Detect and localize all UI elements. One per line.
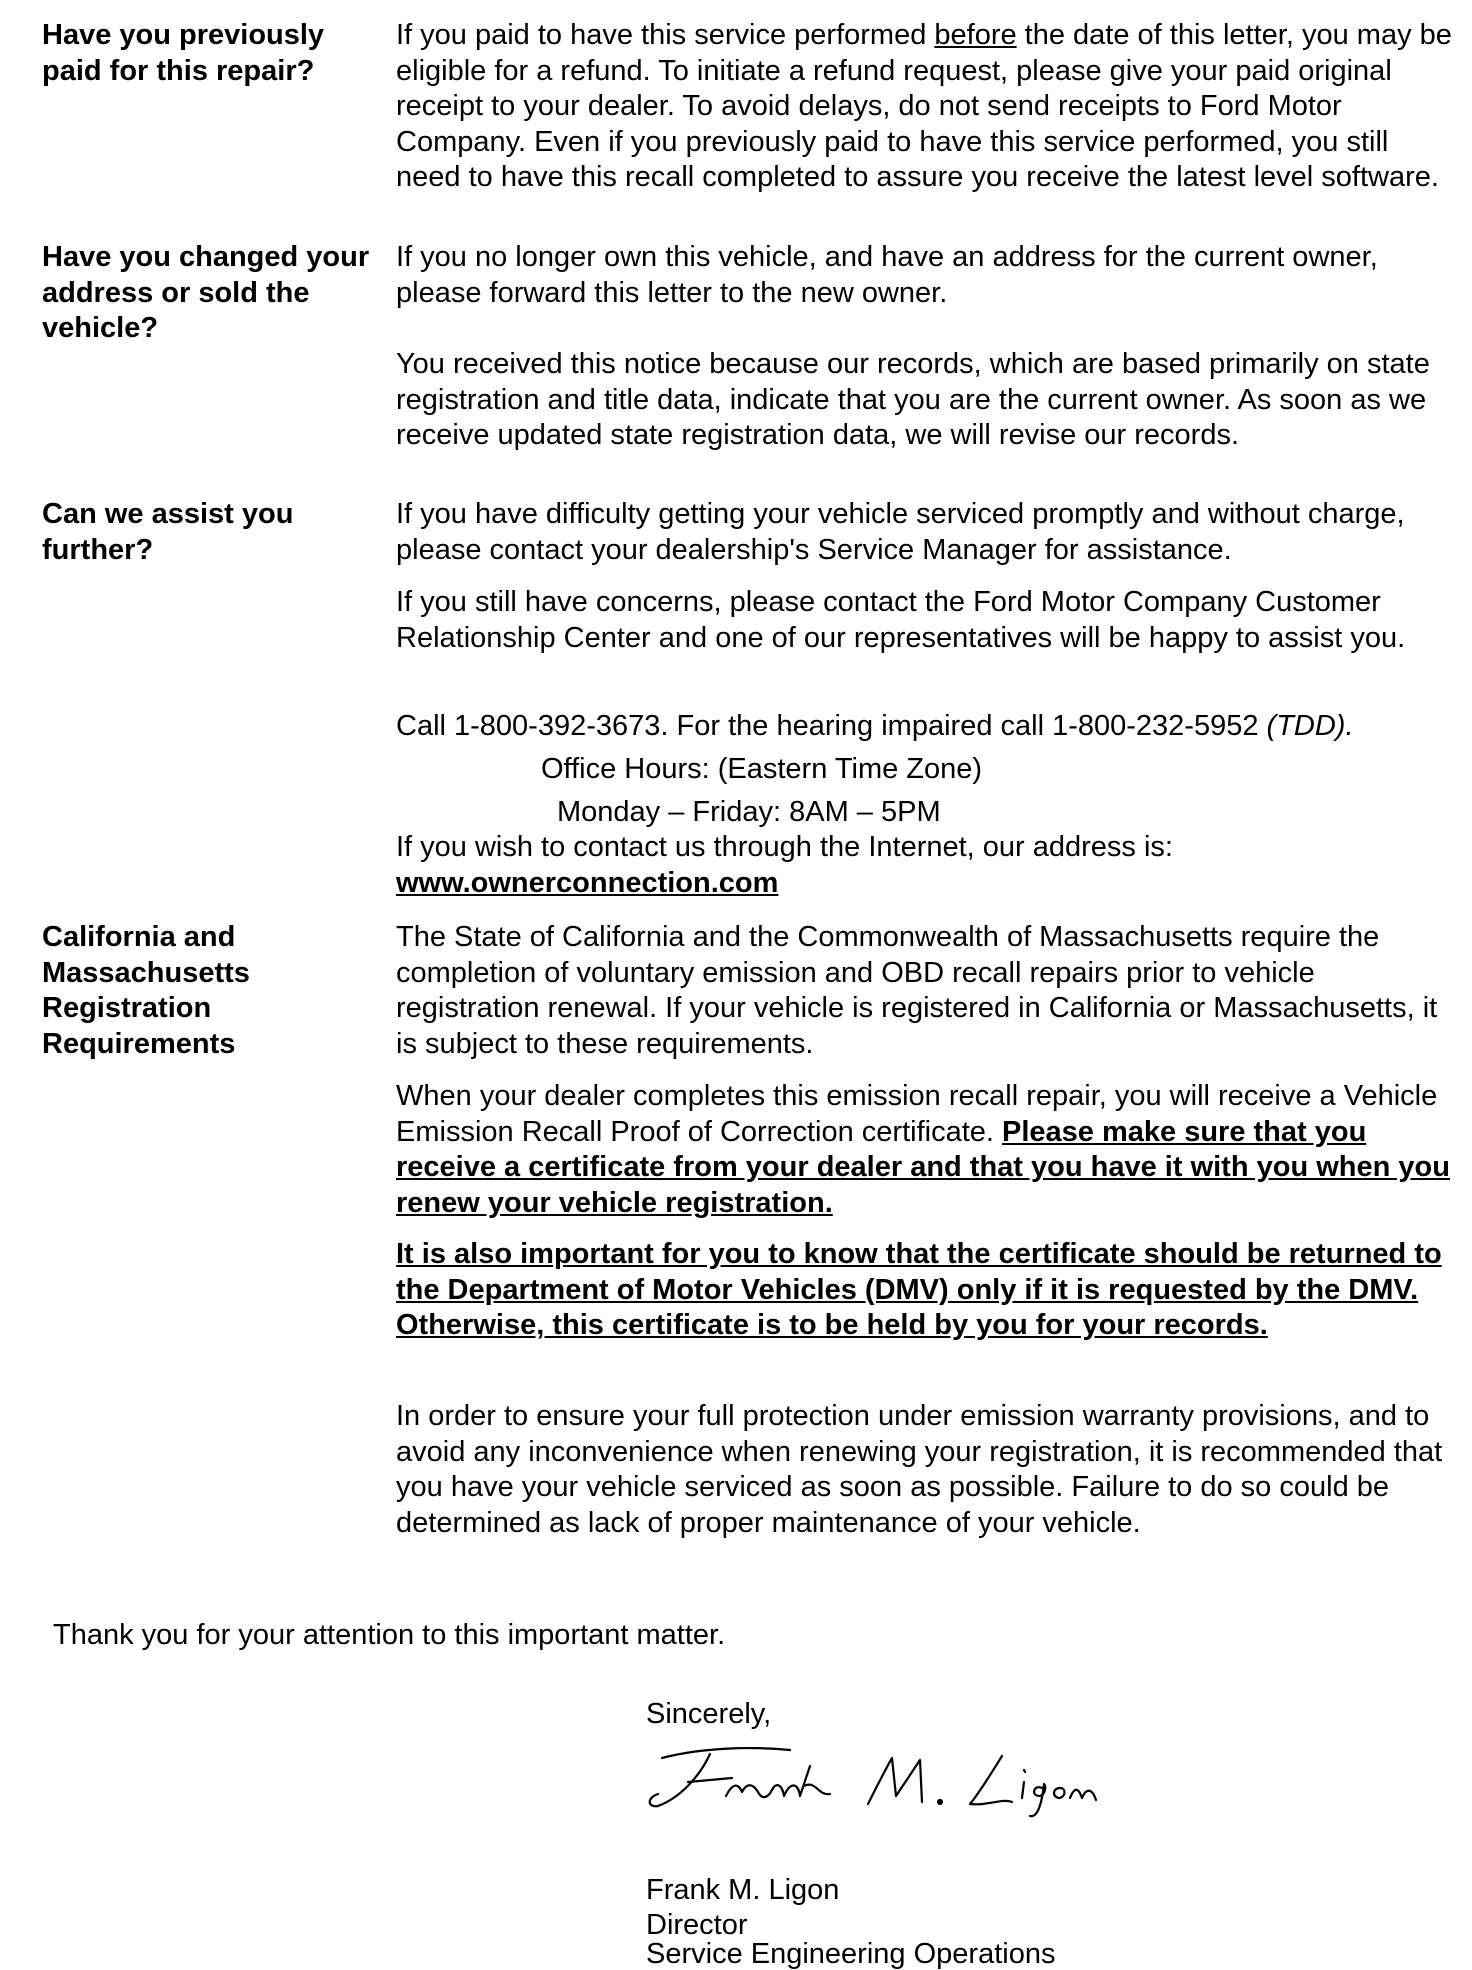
owner-connection-link[interactable]: www.ownerconnection.com [396,866,779,899]
salutation: Sincerely, [646,1698,772,1730]
refund-underlined-before: before [934,19,1017,51]
closing-thank-you: Thank you for your attention to this important matter. [53,1619,726,1651]
paragraph-customer-relationship-center: If you still have concerns, please contact the Ford Motor Company Customer Relationship Center and one of our representatives will be happy to assist you. [396,586,1406,654]
refund-text-end: the date of this letter, you may be eligible for a refund. To initiate a refund request, please give your paid original receipt to your dealer. To avoid delays, do not send receipts to Ford Motor Company. Even if you previously paid to have this service performed, you still need to have this recall completed to assure you receive the latest level software. [396,19,1452,193]
internet-contact [396,830,1456,901]
signer-title: Director [646,1909,748,1941]
heading-changed-address: Have you changed your address or sold the vehicle? [42,241,370,344]
paragraph-state-requirements: The State of California and the Commonwealth of Massachusetts require the completion of voluntary emission and OBD recall repairs prior to vehicle registration renewal. If your vehicle is registered in California or Massachusetts, it is subject to these requirements. [396,921,1438,1060]
signer-department: Service Engineering Operations [646,1938,1056,1970]
paragraph-records-notice: You received this notice because our records, which are based primarily on state registration and title data, indicate that you are the current owner. As soon as we receive updated state registration data, we will revise our records. [396,348,1430,451]
heading-previously-paid: Have you previously paid for this repair? [42,19,325,87]
paragraph-emission-warranty: In order to ensure your full protection under emission warranty provisions, and to avoid any inconvenience when renewing your registration, it is recommended that you have your vehicle serviced as soon as possible. Failure to do so could be determined as lack of proper maintenance of your vehicle. [396,1400,1443,1539]
paragraph-proof-of-correction [396,1079,1456,1221]
proof-certificate-text: When your dealer completes this emission recall repair, you will receive a Vehicle Emission Recall Proof of Correction certificate. [396,1080,1438,1148]
handwritten-signature [640,1736,1110,1826]
refund-text-start: If you paid to have this service performed [396,19,935,51]
paragraph-dealer-service-manager: If you have difficulty getting your vehicle serviced promptly and without charge, please contact your dealership's Service Manager for assistance. [396,498,1405,566]
certificate-warning: Please make sure that you receive a certificate from your dealer and that you have it with you when you renew your vehicle registration. [396,1115,1450,1219]
internet-text: If you wish to contact us through the Internet, our address is: [396,831,1173,863]
heading-registration-requirements: California and Massachusetts Registration Requirements [42,921,250,1060]
paragraph-refund [396,18,1456,196]
call-tdd: (TDD). [1266,710,1354,742]
call-line [396,709,1456,745]
call-phone-numbers: Call 1-800-392-3673. For the hearing impaired call 1-800-232-5952 [396,710,1267,742]
heading-assist-further: Can we assist you further? [42,498,294,566]
paragraph-dmv-certificate: It is also important for you to know that the certificate should be returned to the Department of Motor Vehicles (DMV) only if it is requested by the DMV. Otherwise, this certificate is to be held by you for your records. [396,1238,1442,1341]
paragraph-forward-letter: If you no longer own this vehicle, and have an address for the current owner, please forward this letter to the new owner. [396,241,1378,309]
office-days-hours: Monday – Friday: 8AM – 5PM [557,796,941,828]
signer-name: Frank M. Ligon [646,1874,840,1906]
office-hours: Office Hours: (Eastern Time Zone) [541,753,983,785]
